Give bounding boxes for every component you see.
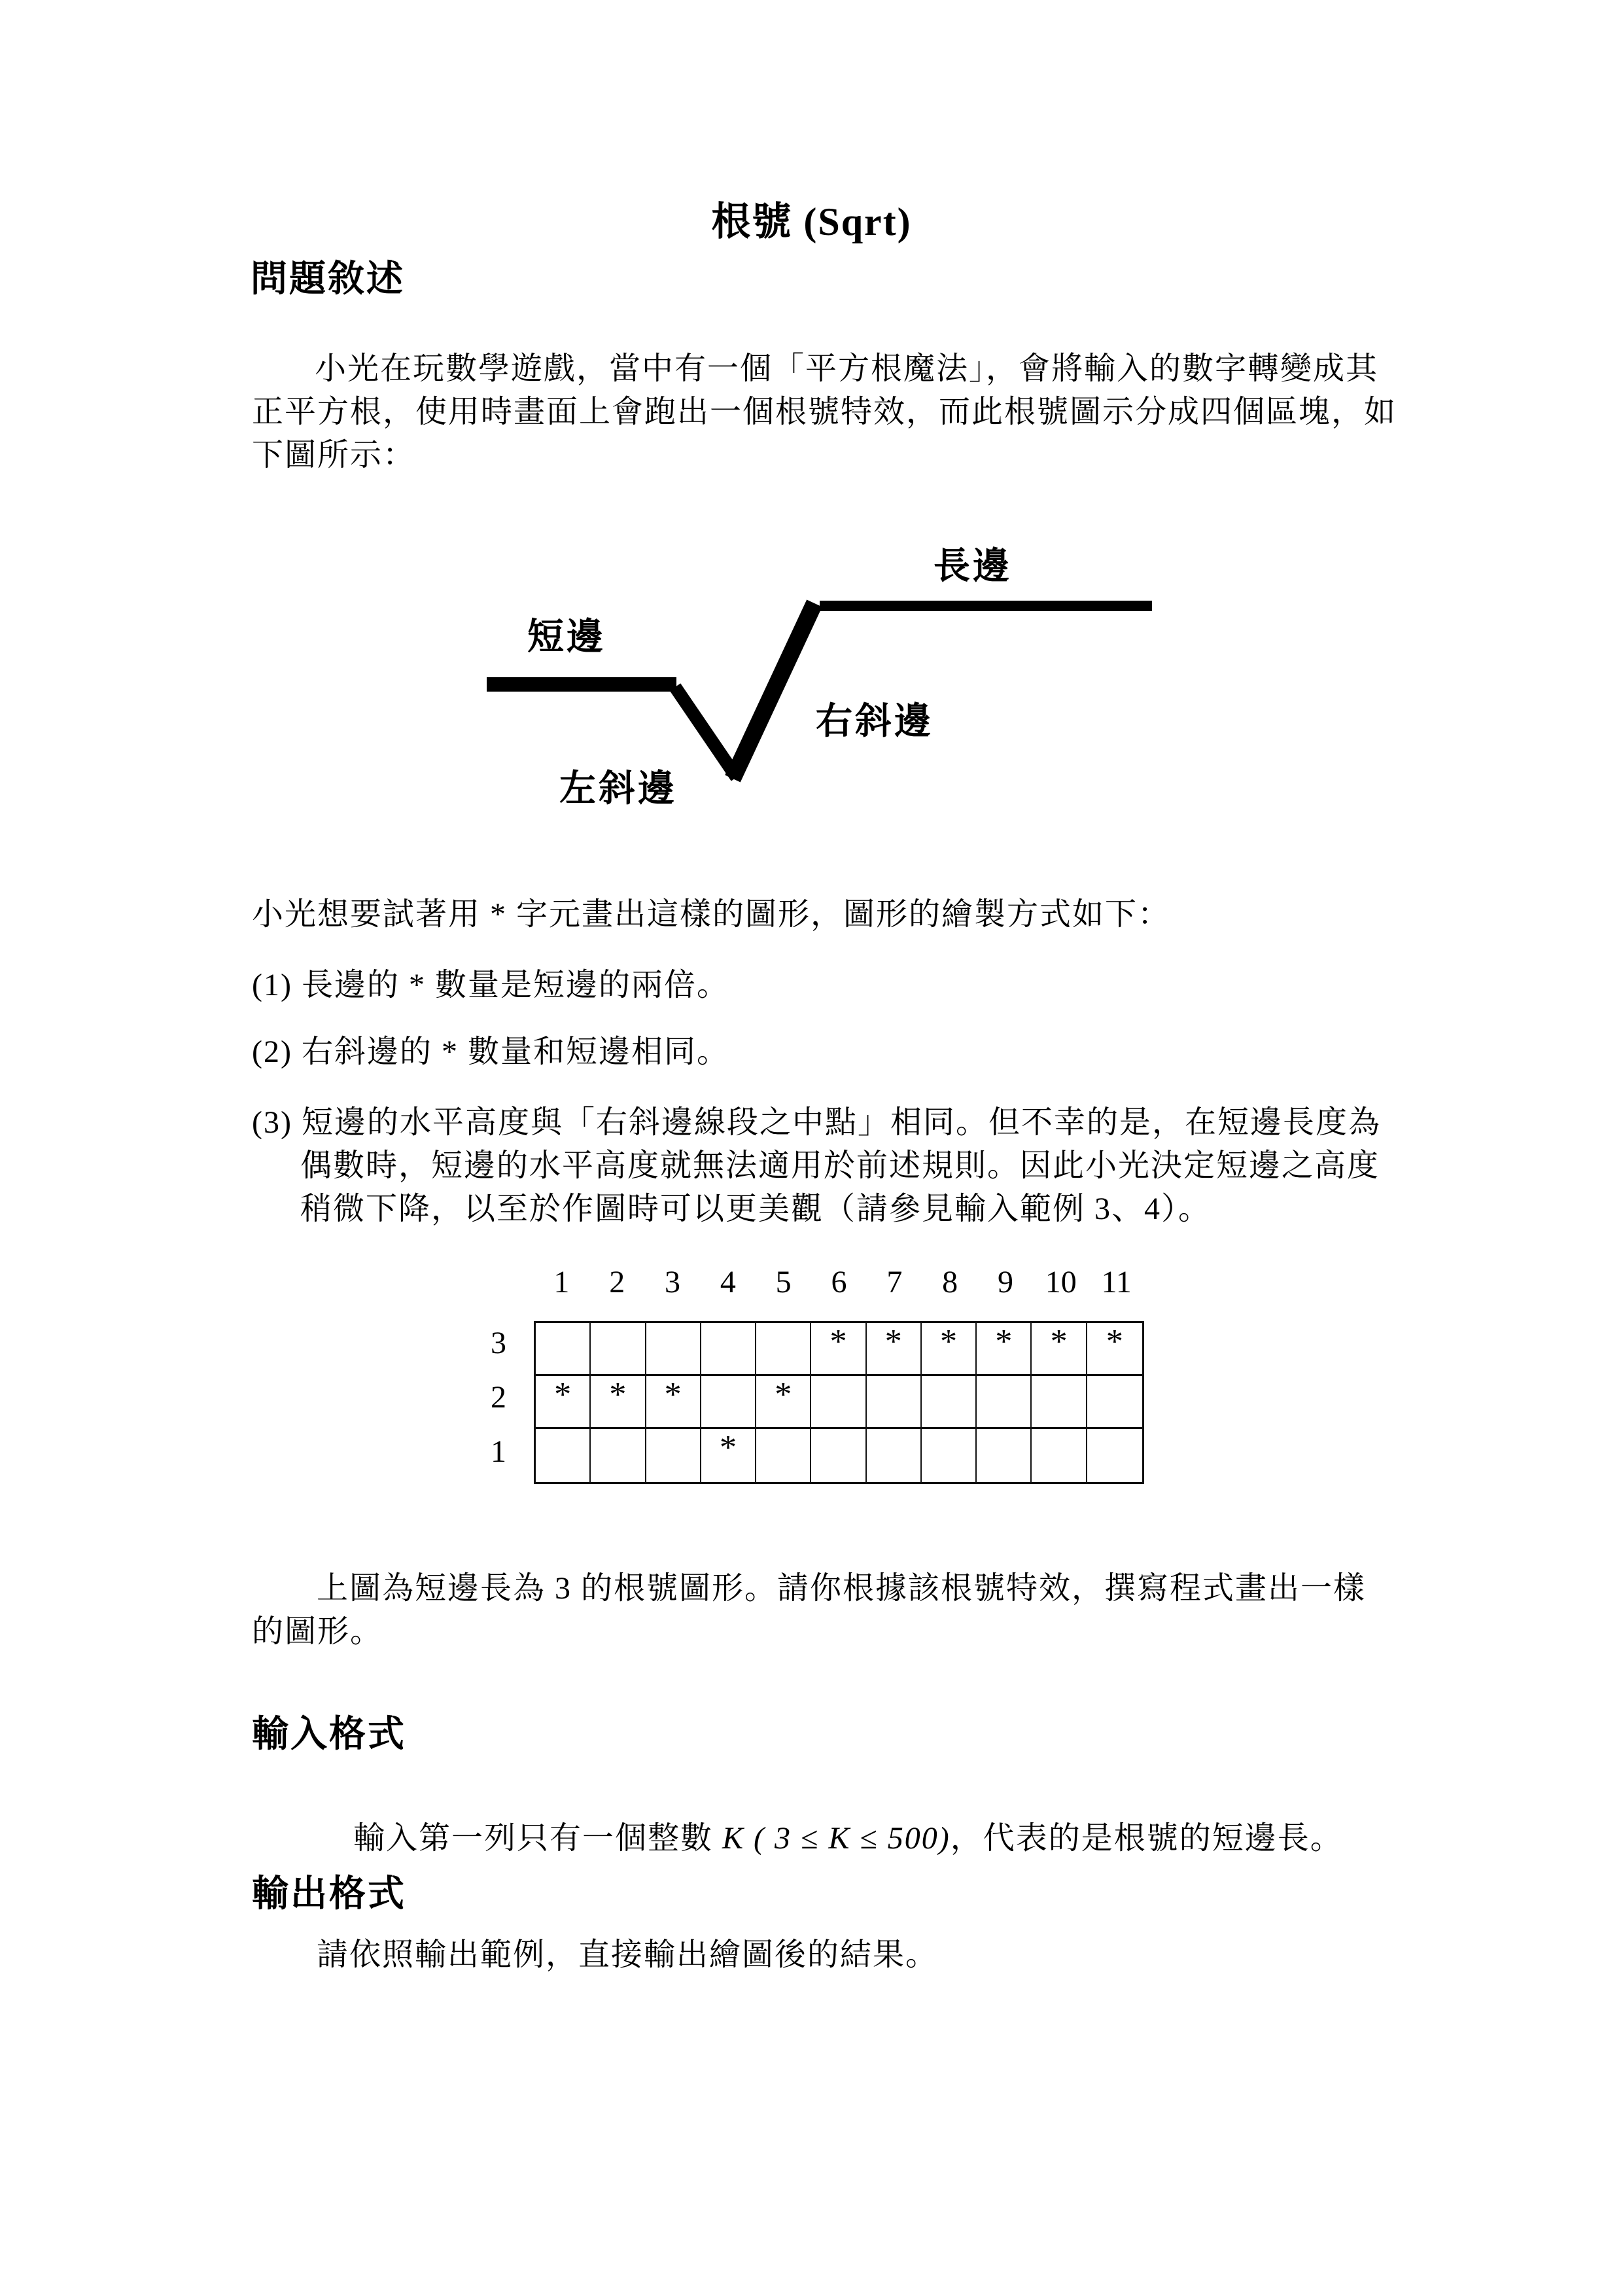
ascii-grid bbox=[534, 1321, 1144, 1484]
grid-cell bbox=[867, 1376, 922, 1429]
grid-cell bbox=[1032, 1429, 1087, 1482]
grid-cell bbox=[1087, 1429, 1142, 1482]
grid-cell bbox=[701, 1376, 756, 1429]
grid-row-label: 1 bbox=[491, 1434, 506, 1469]
diagram-label-long-edge: 長邊 bbox=[934, 546, 1012, 587]
grid-col-header: 9 bbox=[997, 1265, 1013, 1299]
paragraph-line: 小光在玩數學遊戲，當中有一個「平方根魔法」，會將輸入的數字轉變成其 bbox=[315, 351, 1379, 386]
grid-star-cell: * bbox=[646, 1376, 701, 1429]
grid-star-cell: * bbox=[922, 1323, 977, 1376]
long-edge-line bbox=[820, 601, 1152, 611]
document-title: 根號 (Sqrt) bbox=[711, 200, 912, 243]
grid-cell bbox=[701, 1323, 756, 1376]
grid-cell bbox=[591, 1429, 646, 1482]
diagram-label-left-diagonal: 左斜邊 bbox=[559, 769, 677, 809]
grid-cell bbox=[1087, 1376, 1142, 1429]
grid-cell bbox=[1032, 1376, 1087, 1429]
grid-cell bbox=[646, 1429, 701, 1482]
left-diagonal-line bbox=[675, 687, 737, 777]
grid-star-cell: * bbox=[867, 1323, 922, 1376]
grid-cell bbox=[922, 1376, 977, 1429]
grid-col-header: 10 bbox=[1045, 1265, 1077, 1299]
grid-cell bbox=[536, 1323, 591, 1376]
section-heading-problem: 問題敘述 bbox=[251, 259, 405, 300]
grid-row-label: 3 bbox=[491, 1326, 506, 1360]
output-format-line: 請依照輸出範例，直接輸出繪圖後的結果。 bbox=[317, 1937, 939, 1972]
rule-item-3-cont: 偶數時，短邊的水平高度就無法適用於前述規則。因此小光決定短邊之高度 bbox=[300, 1148, 1380, 1183]
paragraph-line: 上圖為短邊長為 3 的根號圖形。請你根據該根號特效，撰寫程式畫出一樣 bbox=[317, 1571, 1367, 1606]
grid-star-cell: * bbox=[1032, 1323, 1087, 1376]
grid-star-cell: * bbox=[591, 1376, 646, 1429]
input-format-text: ，代表的是根號的短邊長。 bbox=[950, 1821, 1343, 1856]
input-format-line bbox=[317, 1774, 1343, 1903]
short-edge-line bbox=[487, 677, 676, 692]
grid-cell bbox=[646, 1323, 701, 1376]
grid-star-cell: * bbox=[701, 1429, 756, 1482]
paragraph-line: 小光想要試著用 * 字元畫出這樣的圖形，圖形的繪製方式如下： bbox=[252, 897, 1171, 932]
rule-item-1: (1) 長邊的 * 數量是短邊的兩倍。 bbox=[252, 968, 729, 1002]
grid-star-cell: * bbox=[756, 1376, 811, 1429]
grid-cell bbox=[756, 1323, 811, 1376]
grid-cell bbox=[922, 1429, 977, 1482]
rule-item-2: (2) 右斜邊的 * 數量和短邊相同。 bbox=[252, 1034, 729, 1069]
grid-star-cell: * bbox=[1087, 1323, 1142, 1376]
sqrt-diagram bbox=[458, 537, 1210, 844]
grid-cell bbox=[977, 1376, 1032, 1429]
rule-item-3-cont: 稍微下降，以至於作圖時可以更美觀（請參見輸入範例 3、4）。 bbox=[300, 1192, 1212, 1226]
grid-cell bbox=[977, 1429, 1032, 1482]
input-format-constraint: K ( 3 ≤ K ≤ 500) bbox=[722, 1821, 951, 1856]
input-format-text: 輸入第一列只有一個整數 bbox=[353, 1821, 723, 1856]
grid-star-cell: * bbox=[811, 1323, 866, 1376]
grid-col-header: 6 bbox=[831, 1265, 847, 1299]
grid-cell bbox=[867, 1429, 922, 1482]
paragraph-line: 的圖形。 bbox=[252, 1614, 383, 1649]
diagram-label-right-diagonal: 右斜邊 bbox=[816, 701, 934, 742]
grid-cell bbox=[591, 1323, 646, 1376]
section-heading-output: 輸出格式 bbox=[252, 1874, 406, 1915]
paragraph-line: 正平方根，使用時畫面上會跑出一個根號特效，而此根號圖示分成四個區塊，如 bbox=[252, 395, 1397, 429]
grid-cell bbox=[811, 1376, 866, 1429]
grid-cell bbox=[536, 1429, 591, 1482]
grid-col-header: 3 bbox=[665, 1265, 681, 1299]
grid-row-label: 2 bbox=[491, 1380, 506, 1415]
grid-star-cell: * bbox=[536, 1376, 591, 1429]
grid-cell bbox=[811, 1429, 866, 1482]
rule-item-3: (3) 短邊的水平高度與「右斜邊線段之中點」相同。但不幸的是，在短邊長度為 bbox=[252, 1105, 1381, 1140]
grid-col-header: 8 bbox=[942, 1265, 958, 1299]
grid-row-labels bbox=[468, 1321, 529, 1484]
grid-col-header: 5 bbox=[775, 1265, 792, 1299]
paragraph-line: 下圖所示： bbox=[252, 438, 416, 472]
grid-col-header: 4 bbox=[720, 1265, 736, 1299]
grid-col-header: 1 bbox=[553, 1265, 570, 1299]
grid-col-headers bbox=[534, 1263, 1144, 1302]
grid-col-header: 2 bbox=[609, 1265, 625, 1299]
section-heading-input: 輸入格式 bbox=[252, 1714, 406, 1755]
right-diagonal-line bbox=[733, 603, 814, 779]
grid-star-cell: * bbox=[977, 1323, 1032, 1376]
grid-col-header: 7 bbox=[886, 1265, 903, 1299]
grid-cell bbox=[756, 1429, 811, 1482]
diagram-label-short-edge: 短邊 bbox=[527, 617, 606, 658]
grid-col-header: 11 bbox=[1101, 1265, 1132, 1299]
